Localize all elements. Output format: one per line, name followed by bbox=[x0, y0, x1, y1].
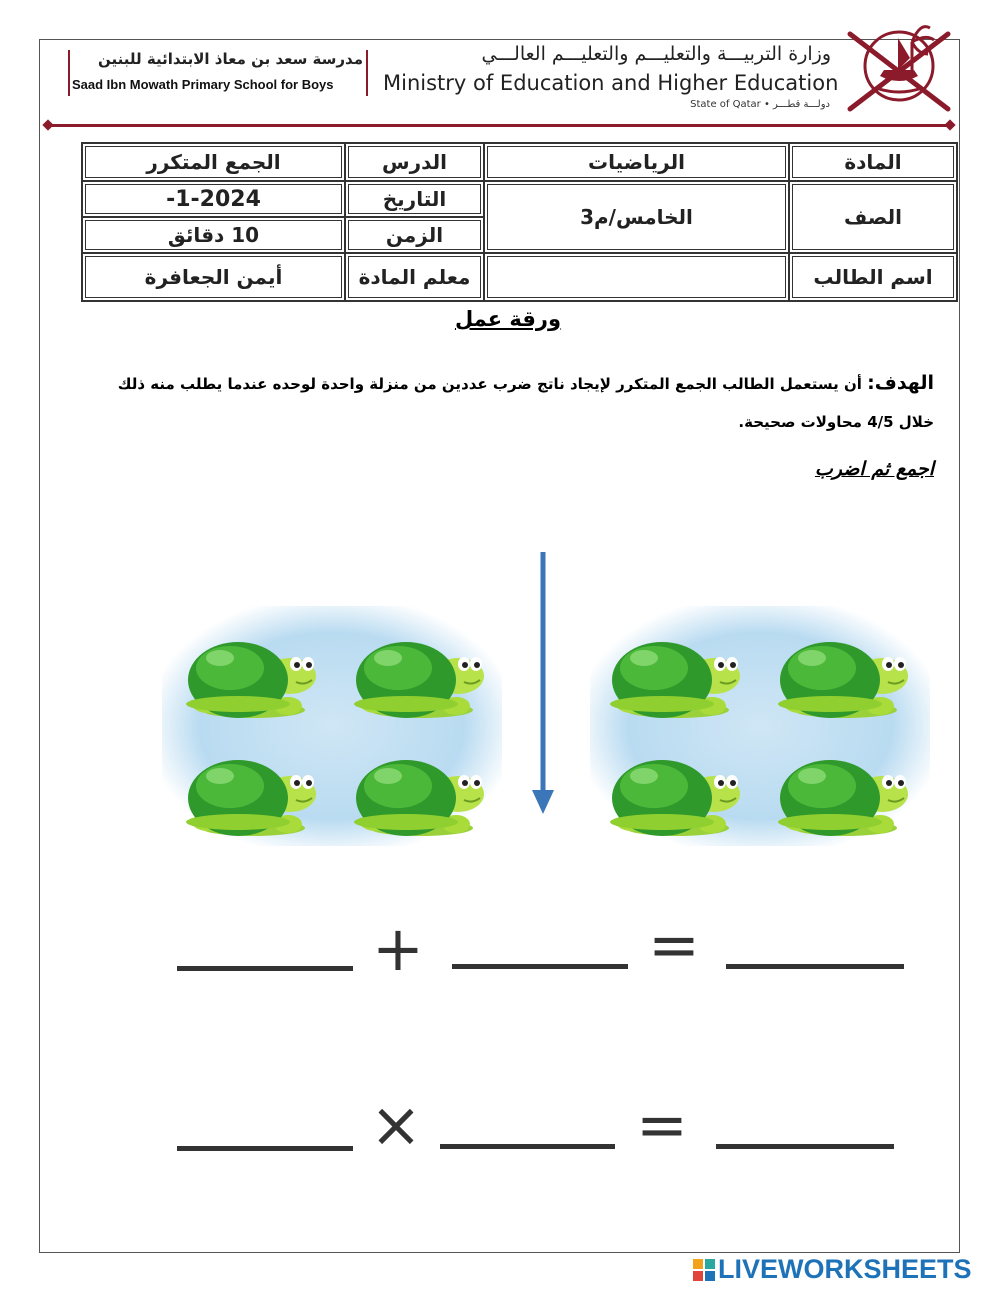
subject-value: الرياضيات bbox=[484, 143, 789, 181]
date-label: التاريخ bbox=[345, 181, 484, 217]
grade-label: الصف bbox=[789, 181, 957, 253]
state-of-qatar: State of Qatar • دولـــة قطـــر bbox=[690, 99, 830, 110]
multiplication-blank-1[interactable] bbox=[177, 1146, 353, 1151]
turtle-image-3 bbox=[178, 742, 328, 842]
teacher-label: معلم المادة bbox=[345, 253, 484, 301]
plus-sign: + bbox=[372, 912, 424, 985]
addition-result-blank[interactable] bbox=[726, 964, 904, 969]
header-divider-left bbox=[68, 50, 70, 96]
student-name-field[interactable] bbox=[484, 253, 789, 301]
turtle-image-5 bbox=[602, 624, 752, 724]
down-arrow-icon bbox=[528, 552, 558, 817]
ministry-name-arabic: وزارة التربيـــة والتعليـــم والتعليـــم العالـــي bbox=[481, 43, 831, 65]
school-name-english: Saad Ibn Mowath Primary School for Boys bbox=[72, 77, 334, 92]
liveworksheets-brand: LIVEWORKSHEETS bbox=[718, 1254, 972, 1284]
turtle-image-6 bbox=[770, 624, 920, 724]
date-value: -1-2024 bbox=[82, 181, 345, 217]
table-row bbox=[82, 181, 957, 217]
turtle-image-1 bbox=[178, 624, 328, 724]
header-divider-right bbox=[366, 50, 368, 96]
time-value: 10 دقائق bbox=[82, 217, 345, 253]
lesson-value: الجمع المتكرر bbox=[82, 143, 345, 181]
worksheet-title: ورقة عمل bbox=[454, 307, 562, 331]
ministry-name-english: Ministry of Education and Higher Education bbox=[383, 71, 839, 95]
addition-blank-2[interactable] bbox=[452, 964, 628, 969]
table-row bbox=[82, 253, 957, 301]
turtle-image-4 bbox=[346, 742, 496, 842]
info-table bbox=[81, 142, 958, 302]
goal-label: الهدف: bbox=[867, 372, 934, 394]
grade-value: الخامس/م3 bbox=[484, 181, 789, 253]
turtle-image-8 bbox=[770, 742, 920, 842]
multiplication-blank-2[interactable] bbox=[440, 1144, 615, 1149]
lesson-label: الدرس bbox=[345, 143, 484, 181]
school-name-arabic: مدرسة سعد بن معاذ الابتدائية للبنين bbox=[98, 50, 363, 68]
subject-label: المادة bbox=[789, 143, 957, 181]
teacher-value: أيمن الجعافرة bbox=[82, 253, 345, 301]
times-sign: × bbox=[370, 1088, 422, 1161]
equals-sign-1: = bbox=[648, 908, 700, 981]
qatar-emblem-icon bbox=[840, 14, 958, 118]
time-label: الزمن bbox=[345, 217, 484, 253]
goal-text: أن يستعمل الطالب الجمع المتكرر لإيجاد ناتج ضرب عددين من منزلة واحدة لوحده عندما يطلب منه ذلك خلال 4/5 محاولات صحيحة. bbox=[117, 375, 934, 431]
student-label: اسم الطالب bbox=[789, 253, 957, 301]
turtle-image-2 bbox=[346, 624, 496, 724]
liveworksheets-logo-icon bbox=[692, 1258, 716, 1282]
table-row bbox=[82, 143, 957, 181]
instruction: اجمع ثم اضرب bbox=[814, 458, 934, 480]
multiplication-result-blank[interactable] bbox=[716, 1144, 894, 1149]
header-rule bbox=[47, 124, 952, 127]
addition-blank-1[interactable] bbox=[177, 966, 353, 971]
turtle-image-7 bbox=[602, 742, 752, 842]
equals-sign-2: = bbox=[636, 1088, 688, 1161]
goal-paragraph bbox=[92, 364, 934, 441]
